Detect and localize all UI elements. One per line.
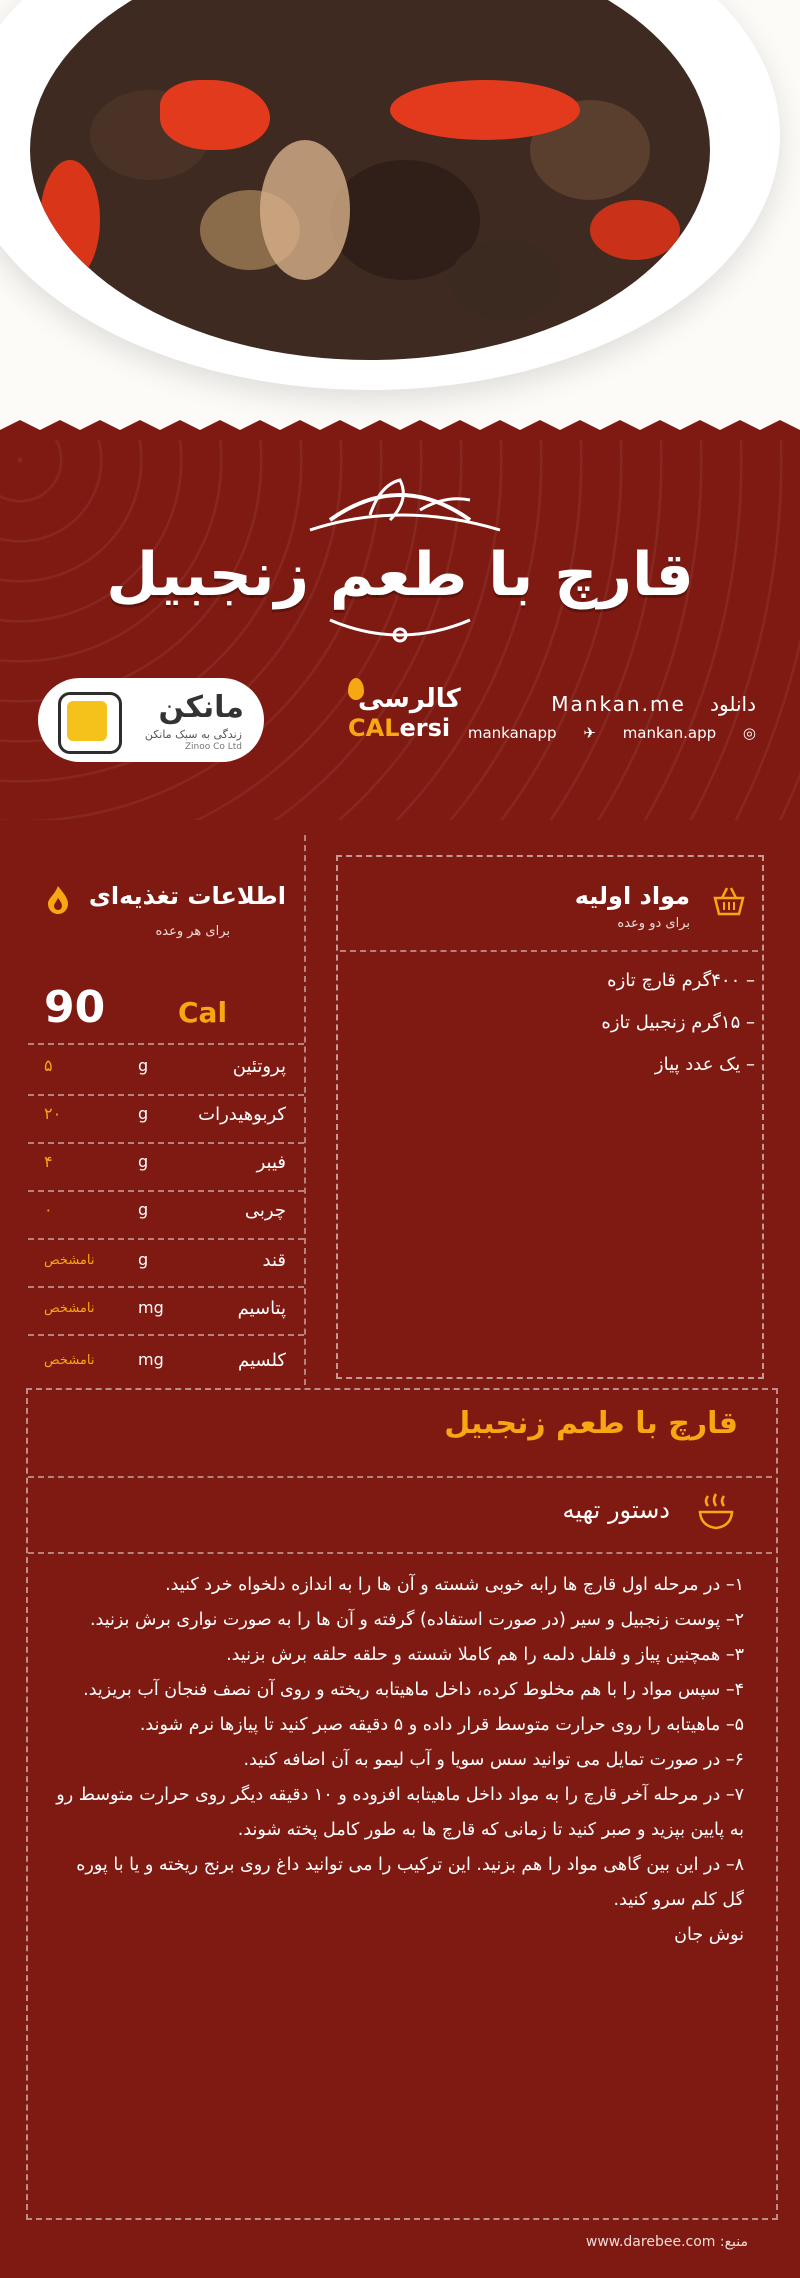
nutrient-value: ۵ [44, 1056, 53, 1075]
recipe-step: ۴– سپس مواد را با هم مخلوط کرده، داخل ماهیتابه ریخته و روی آن نصف فنجان آب بریزید. [83, 1680, 744, 1700]
nutrient-value: ۰ [44, 1200, 53, 1219]
nutrition-row-carbs [28, 1094, 306, 1140]
calories-value: 90 [44, 982, 106, 1033]
ingredient-item: – یک عدد پیاز [654, 1054, 755, 1075]
social-links [446, 724, 756, 742]
calories-unit: Cal [178, 996, 228, 1029]
mankan-logo[interactable] [38, 678, 264, 762]
nutrient-value: ۲۰ [44, 1104, 62, 1123]
instagram-handle[interactable]: mankan.app [622, 724, 717, 742]
recipe-closing: نوش جان [674, 1925, 744, 1945]
recipe-step: ۶– در صورت تمایل می توانید سس سویا و آب لیمو به آن اضافه کنید. [243, 1750, 744, 1770]
nutrition-divider [28, 1043, 304, 1045]
nutrition-row-fiber [28, 1142, 306, 1188]
calersi-logo[interactable] [348, 678, 461, 748]
brand-sub: Zinoo Co Ltd [184, 742, 242, 752]
calersi-cal: CAL [348, 714, 400, 742]
recipe-step: ۱– در مرحله اول قارچ ها رابه خوبی شسته و آن ها را به اندازه دلخواه خرد کنید. [165, 1575, 744, 1595]
download-site[interactable]: Mankan.me [551, 692, 686, 716]
calersi-bottom [348, 714, 450, 742]
ingredient-item: – ۱۵گرم زنجبیل تازه [601, 1012, 755, 1033]
nutrient-label: چربی [244, 1200, 286, 1221]
brand-tagline: زندگی به سبک مانکن [144, 728, 242, 741]
ingredients-sub: برای دو وعده [617, 916, 690, 931]
nutrient-unit: g [138, 1200, 149, 1219]
nutrition-row-protein [28, 1046, 306, 1092]
nutrient-label: کربوهیدرات [198, 1104, 286, 1125]
brand-name: مانکن [158, 690, 244, 725]
download-label: دانلود [710, 692, 756, 716]
ingredient-item: – ۴۰۰گرم قارچ تازه [607, 970, 755, 991]
nutrient-value: نامشخص [44, 1301, 95, 1316]
nutrition-row-sugar [28, 1240, 306, 1286]
nutrition-side-border [304, 835, 306, 1385]
prep-heading: دستور تهیه [562, 1496, 670, 1524]
recipe-divider [28, 1476, 772, 1478]
nutrient-unit: mg [138, 1350, 164, 1369]
recipe-step: ۸– در این بین گاهی مواد را هم بزنید. این ترکیب را می توانید داغ روی برنج ریخته و یا با پوره گل کلم سرو کنید. [76, 1855, 744, 1910]
nutrient-label: پروتئین [232, 1056, 286, 1077]
food-photo [0, 0, 800, 440]
flame-icon [46, 884, 70, 914]
instagram-icon: ◎ [742, 724, 756, 742]
nutrition-sub: برای هر وعده [155, 924, 230, 939]
recipe-step: ۲– پوست زنجبیل و سیر (در صورت استفاده) گرفته و آن ها را به صورت نواری برش بزنید. [89, 1610, 744, 1630]
ingredients-divider [340, 950, 758, 952]
recipe-step: ۷– در مرحله آخر قارچ را به مواد داخل ماهیتابه افزوده و ۱۰ دقیقه دیگر روی حرارت متوسط رو به پایین بپزید و صبر کنید تا زمانی که قارچ ها به طور کامل پخته شوند. [56, 1785, 744, 1840]
nutrient-label: پتاسیم [237, 1298, 286, 1319]
recipe-steps [56, 1568, 744, 1953]
nutrient-unit: g [138, 1250, 149, 1269]
nutrient-label: قند [262, 1250, 286, 1271]
nutrient-value: ۴ [44, 1152, 53, 1171]
telegram-icon: ✈ [583, 724, 596, 742]
recipe-step: ۵– ماهیتابه را روی حرارت متوسط قرار داده و ۵ دقیقه صبر کنید تا پیازها نرم شوند. [139, 1715, 744, 1735]
nutrition-row-potassium [28, 1288, 306, 1334]
download-line [551, 692, 756, 716]
ingredients-box [336, 855, 764, 1379]
bowl-steam-icon [698, 1492, 734, 1532]
nutrition-row-calcium [28, 1340, 306, 1386]
page-title: قارچ با طعم زنجبیل [106, 540, 694, 610]
nutrient-value: نامشخص [44, 1353, 95, 1368]
recipe-step: ۳– همچنین پیاز و فلفل دلمه را هم کاملا شسته و حلقه حلقه برش بزنید. [226, 1645, 744, 1665]
nutrient-label: فیبر [256, 1152, 286, 1173]
nutrient-unit: mg [138, 1298, 164, 1317]
basket-icon [712, 884, 746, 918]
nutrient-unit: g [138, 1056, 149, 1075]
telegram-handle[interactable]: mankanapp [467, 724, 557, 742]
ingredients-heading: مواد اولیه [574, 882, 690, 910]
calersi-top: کالرسی [358, 684, 461, 714]
source-credit[interactable]: منبع: www.darebee.com [585, 2234, 748, 2250]
nutrition-divider [28, 1334, 304, 1336]
recipe-title: قارچ با طعم زنجبیل [444, 1406, 738, 1441]
recipe-divider [28, 1552, 772, 1554]
nutrient-label: کلسیم [238, 1350, 286, 1371]
nutrient-value: نامشخص [44, 1253, 95, 1268]
nutrition-heading: اطلاعات تغذیه‌ای [88, 882, 286, 910]
mankan-mark-icon [58, 692, 122, 754]
nutrient-unit: g [138, 1152, 149, 1171]
nutrition-row-fat [28, 1190, 306, 1236]
calersi-ersi: ersi [399, 714, 451, 742]
nutrient-unit: g [138, 1104, 149, 1123]
